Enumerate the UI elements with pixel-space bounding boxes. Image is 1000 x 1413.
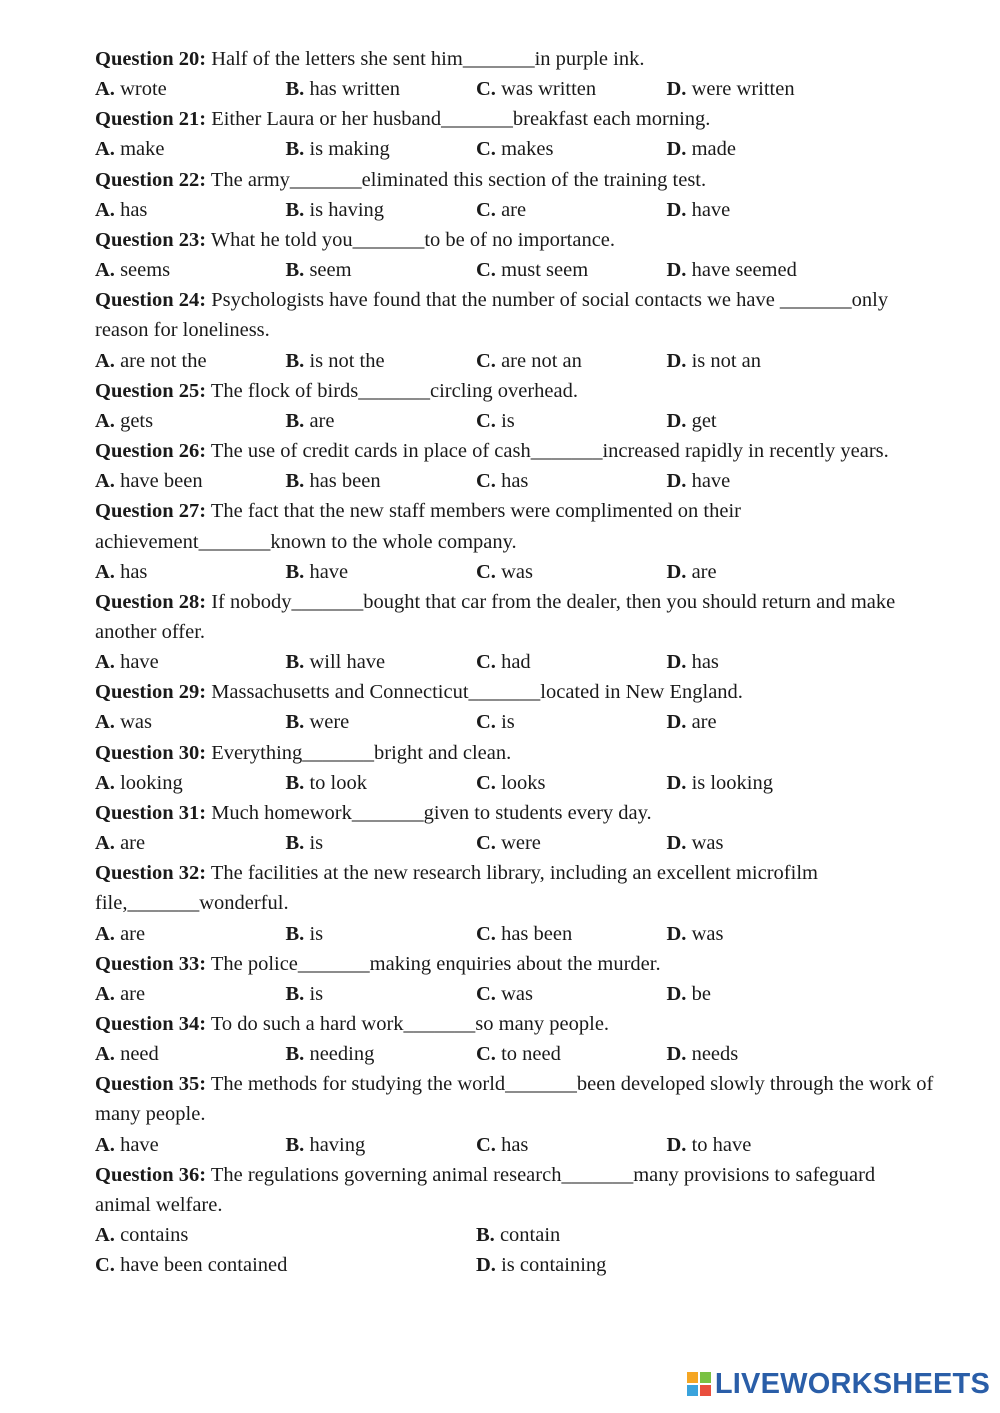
- option-text: wrote: [120, 78, 167, 101]
- options-row: [95, 647, 935, 677]
- option-text: had: [501, 651, 531, 674]
- option-letter: C.: [476, 982, 496, 1005]
- option-letter: D.: [666, 409, 687, 432]
- option-letter: B.: [285, 922, 305, 945]
- logo-tile: [687, 1372, 698, 1383]
- answer-option[interactable]: [667, 195, 858, 225]
- option-text: to have: [691, 1133, 752, 1156]
- option-letter: A.: [95, 651, 115, 674]
- answer-option[interactable]: [95, 557, 286, 587]
- option-text: is making: [309, 138, 390, 161]
- answer-option[interactable]: [476, 557, 667, 587]
- question-text: To do such a hard work_______so many people.: [206, 1013, 610, 1035]
- option-text: have: [120, 1133, 159, 1156]
- option-letter: C.: [476, 922, 496, 945]
- answer-option[interactable]: [667, 979, 858, 1009]
- answer-option[interactable]: [476, 1039, 667, 1069]
- brand-name: LIVEWORKSHEETS: [714, 1367, 990, 1400]
- option-text: are: [501, 198, 527, 221]
- option-text: has written: [309, 78, 400, 101]
- option-letter: A.: [95, 259, 115, 282]
- option-text: are: [691, 711, 717, 734]
- question: [95, 1160, 935, 1220]
- option-letter: A.: [95, 982, 115, 1005]
- option-letter: C.: [476, 1043, 496, 1066]
- option-letter: D.: [666, 1043, 687, 1066]
- answer-option[interactable]: [667, 919, 858, 949]
- options-row: [95, 768, 935, 798]
- option-text: made: [691, 138, 736, 161]
- option-letter: A.: [95, 409, 115, 432]
- options-row: [95, 979, 935, 1009]
- option-letter: C.: [476, 771, 496, 794]
- option-text: are: [120, 922, 146, 945]
- option-letter: D.: [476, 1254, 496, 1277]
- options-row: [95, 1250, 935, 1280]
- option-letter: D.: [666, 470, 687, 493]
- option-letter: A.: [95, 560, 115, 583]
- question-label: Question 35:: [95, 1073, 207, 1096]
- answer-option[interactable]: [667, 74, 858, 104]
- option-text: are: [309, 409, 335, 432]
- option-text: must seem: [501, 259, 589, 282]
- answer-option[interactable]: [667, 828, 858, 858]
- option-letter: C.: [476, 349, 496, 372]
- option-text: was: [120, 711, 152, 734]
- question: [95, 496, 935, 556]
- question-label: Question 34:: [95, 1013, 207, 1035]
- question: [95, 165, 935, 195]
- answer-option[interactable]: [667, 1130, 858, 1160]
- answer-option[interactable]: [95, 1130, 286, 1160]
- question-text: Either Laura or her husband_______breakfast each morning.: [206, 108, 711, 131]
- option-text: is looking: [691, 771, 774, 794]
- liveworksheets-logo-icon: [687, 1372, 711, 1396]
- question-text: Much homework_______given to students every day.: [206, 801, 652, 824]
- option-text: is: [309, 922, 324, 945]
- option-letter: B.: [285, 138, 305, 161]
- option-text: have: [120, 651, 159, 674]
- question: [95, 587, 935, 647]
- option-text: seem: [309, 259, 352, 282]
- option-text: gets: [120, 409, 154, 432]
- option-letter: C.: [476, 78, 496, 101]
- option-letter: D.: [666, 711, 687, 734]
- answer-option[interactable]: [476, 466, 667, 496]
- answer-option[interactable]: [95, 1039, 286, 1069]
- answer-option[interactable]: [667, 346, 858, 376]
- option-text: is having: [309, 198, 385, 221]
- option-text: need: [120, 1043, 159, 1066]
- option-text: to look: [309, 771, 367, 794]
- option-letter: D.: [666, 349, 687, 372]
- option-text: contains: [120, 1224, 189, 1247]
- option-text: is: [501, 409, 515, 432]
- option-letter: D.: [666, 138, 687, 161]
- answer-option[interactable]: [95, 768, 286, 798]
- answer-option[interactable]: [476, 406, 667, 436]
- option-letter: B.: [285, 711, 305, 734]
- question-text: The methods for studying the world_______been developed slowly through the work of many people.: [95, 1073, 934, 1126]
- option-text: is: [501, 711, 515, 734]
- option-text: contain: [499, 1224, 561, 1247]
- question: [95, 858, 935, 918]
- option-text: was: [501, 560, 533, 583]
- options-row: [95, 707, 935, 737]
- option-text: have seemed: [691, 259, 797, 282]
- option-text: have been contained: [120, 1254, 288, 1277]
- options-row: [95, 1220, 935, 1250]
- question-text: The fact that the new staff members were complimented on their achievement_______known to the whole company.: [95, 500, 741, 553]
- option-letter: B.: [285, 651, 305, 674]
- option-letter: C.: [476, 138, 496, 161]
- answer-option[interactable]: [286, 919, 477, 949]
- question: [95, 738, 935, 768]
- option-text: is: [309, 832, 324, 855]
- answer-option[interactable]: [286, 406, 477, 436]
- option-text: has: [120, 198, 148, 221]
- answer-option[interactable]: [476, 647, 667, 677]
- option-text: has: [691, 651, 719, 674]
- option-letter: D.: [666, 771, 687, 794]
- option-text: is: [309, 982, 324, 1005]
- option-letter: B.: [285, 982, 305, 1005]
- answer-option[interactable]: [476, 1220, 857, 1250]
- option-text: are: [691, 560, 717, 583]
- answer-option[interactable]: [476, 979, 667, 1009]
- option-text: is not an: [691, 349, 762, 372]
- question-text: What he told you_______to be of no importance.: [206, 228, 616, 251]
- answer-option[interactable]: [95, 828, 286, 858]
- option-letter: B.: [285, 1043, 305, 1066]
- answer-option[interactable]: [95, 195, 286, 225]
- option-letter: D.: [666, 198, 687, 221]
- option-text: get: [691, 409, 717, 432]
- question: [95, 44, 935, 74]
- answer-option[interactable]: [286, 647, 477, 677]
- option-letter: C.: [476, 1133, 496, 1156]
- question: [95, 798, 935, 828]
- question-text: The police_______making enquiries about the murder.: [206, 952, 661, 975]
- option-letter: C.: [476, 711, 496, 734]
- option-letter: D.: [666, 78, 687, 101]
- option-text: was: [691, 922, 724, 945]
- options-row: [95, 1130, 935, 1160]
- option-text: looks: [501, 771, 546, 794]
- options-row: [95, 557, 935, 587]
- option-letter: B.: [285, 78, 305, 101]
- option-letter: A.: [95, 922, 115, 945]
- option-letter: D.: [666, 922, 687, 945]
- option-letter: B.: [285, 470, 305, 493]
- answer-option[interactable]: [95, 919, 286, 949]
- option-letter: A.: [95, 771, 115, 794]
- answer-option[interactable]: [667, 1039, 858, 1069]
- answer-option[interactable]: [95, 134, 286, 164]
- option-text: have: [691, 198, 731, 221]
- answer-option[interactable]: [95, 255, 286, 285]
- option-text: was: [691, 832, 724, 855]
- question-text: The regulations governing animal research_______many provisions to safeguard animal welfare.: [95, 1163, 876, 1216]
- answer-option[interactable]: [476, 1250, 857, 1280]
- question-text: The facilities at the new research library, including an excellent microfilm file,_______wonderful.: [95, 862, 818, 915]
- option-letter: B.: [285, 832, 305, 855]
- options-row: [95, 919, 935, 949]
- option-text: has: [120, 560, 148, 583]
- answer-option[interactable]: [476, 919, 667, 949]
- answer-option[interactable]: [286, 828, 477, 858]
- answer-option[interactable]: [286, 74, 477, 104]
- answer-option[interactable]: [95, 74, 286, 104]
- question: [95, 104, 935, 134]
- option-letter: D.: [666, 1133, 687, 1156]
- option-letter: B.: [285, 771, 305, 794]
- logo-tile: [687, 1385, 698, 1396]
- question-text: The use of credit cards in place of cash_______increased rapidly in recently years.: [206, 440, 889, 463]
- option-letter: C.: [476, 409, 496, 432]
- option-text: is containing: [501, 1254, 607, 1277]
- options-row: [95, 134, 935, 164]
- answer-option[interactable]: [286, 557, 477, 587]
- option-text: were: [309, 711, 350, 734]
- option-letter: A.: [95, 1043, 115, 1066]
- answer-option[interactable]: [286, 195, 477, 225]
- option-letter: B.: [285, 349, 305, 372]
- answer-option[interactable]: [476, 134, 667, 164]
- option-text: have been: [120, 470, 203, 493]
- option-text: seems: [120, 259, 171, 282]
- answer-option[interactable]: [95, 346, 286, 376]
- option-letter: A.: [95, 1133, 115, 1156]
- answer-option[interactable]: [667, 647, 858, 677]
- question: [95, 285, 935, 345]
- question: [95, 376, 935, 406]
- answer-option[interactable]: [286, 707, 477, 737]
- option-letter: D.: [666, 651, 687, 674]
- option-text: has been: [501, 922, 573, 945]
- question-label: Question 30:: [95, 741, 207, 764]
- question-label: Question 33:: [95, 952, 207, 975]
- question-label: Question 29:: [95, 681, 207, 704]
- option-letter: D.: [666, 259, 687, 282]
- answer-option[interactable]: [667, 768, 858, 798]
- options-row: [95, 466, 935, 496]
- option-text: have: [309, 560, 349, 583]
- liveworksheets-brand: [687, 1367, 990, 1401]
- option-text: is not the: [309, 349, 385, 372]
- option-text: looking: [120, 771, 183, 794]
- options-row: [95, 195, 935, 225]
- question-label: Question 27:: [95, 500, 207, 523]
- question-text: Half of the letters she sent him_______in purple ink.: [206, 48, 645, 70]
- question-label: Question 23:: [95, 228, 207, 251]
- option-letter: D.: [666, 982, 687, 1005]
- option-letter: C.: [476, 832, 496, 855]
- answer-option[interactable]: [95, 647, 286, 677]
- option-text: are not an: [501, 349, 582, 372]
- question-label: Question 22:: [95, 168, 207, 191]
- option-text: has: [501, 1133, 529, 1156]
- option-letter: A.: [95, 711, 115, 734]
- answer-option[interactable]: [286, 1130, 477, 1160]
- question-label: Question 31:: [95, 801, 207, 824]
- option-text: was written: [501, 78, 597, 101]
- option-letter: A.: [95, 78, 115, 101]
- answer-option[interactable]: [667, 557, 858, 587]
- question-text: Psychologists have found that the number of social contacts we have _______only reason for loneliness.: [95, 289, 889, 342]
- answer-option[interactable]: [476, 768, 667, 798]
- option-text: will have: [309, 651, 386, 674]
- question-text: Everything_______bright and clean.: [206, 741, 512, 764]
- option-letter: C.: [476, 259, 496, 282]
- option-text: has: [501, 470, 529, 493]
- option-text: needing: [309, 1043, 375, 1066]
- option-letter: B.: [285, 1133, 305, 1156]
- question-label: Question 26:: [95, 440, 207, 463]
- options-row: [95, 1039, 935, 1069]
- question: [95, 1009, 935, 1039]
- option-text: needs: [691, 1043, 739, 1066]
- answer-option[interactable]: [667, 406, 858, 436]
- question-label: Question 28:: [95, 590, 207, 613]
- option-text: was: [501, 982, 533, 1005]
- option-letter: A.: [95, 832, 115, 855]
- options-row: [95, 255, 935, 285]
- answer-option[interactable]: [667, 255, 858, 285]
- answer-option[interactable]: [476, 346, 667, 376]
- question: [95, 949, 935, 979]
- option-text: has been: [309, 470, 381, 493]
- option-text: be: [691, 982, 711, 1005]
- option-letter: D.: [666, 832, 687, 855]
- answer-option[interactable]: [95, 707, 286, 737]
- answer-option[interactable]: [476, 828, 667, 858]
- question: [95, 677, 935, 707]
- question-label: Question 32:: [95, 862, 207, 885]
- answer-option[interactable]: [667, 707, 858, 737]
- question-label: Question 20:: [95, 48, 207, 70]
- answer-option[interactable]: [95, 1250, 476, 1280]
- option-text: have: [691, 470, 731, 493]
- answer-option[interactable]: [667, 134, 858, 164]
- answer-option[interactable]: [95, 466, 286, 496]
- answer-option[interactable]: [476, 195, 667, 225]
- question-label: Question 21:: [95, 108, 207, 131]
- option-text: were written: [691, 78, 795, 101]
- option-text: make: [120, 138, 165, 161]
- option-letter: B.: [476, 1224, 495, 1247]
- question-text: Massachusetts and Connecticut_______located in New England.: [206, 681, 743, 704]
- question: [95, 225, 935, 255]
- answer-option[interactable]: [286, 255, 477, 285]
- options-row: [95, 346, 935, 376]
- answer-option[interactable]: [286, 768, 477, 798]
- answer-option[interactable]: [286, 1039, 477, 1069]
- answer-option[interactable]: [286, 346, 477, 376]
- answer-option[interactable]: [476, 74, 667, 104]
- answer-option[interactable]: [476, 1130, 667, 1160]
- question-text: If nobody_______bought that car from the dealer, then you should return and make another offer.: [95, 590, 896, 643]
- answer-option[interactable]: [476, 255, 667, 285]
- question: [95, 1069, 935, 1129]
- answer-option[interactable]: [286, 134, 477, 164]
- option-letter: C.: [476, 470, 496, 493]
- answer-option[interactable]: [286, 466, 477, 496]
- option-letter: A.: [95, 470, 115, 493]
- option-text: makes: [501, 138, 554, 161]
- question-text: The army_______eliminated this section of the training test.: [206, 168, 707, 191]
- answer-option[interactable]: [667, 466, 858, 496]
- option-text: were: [501, 832, 541, 855]
- option-letter: A.: [95, 138, 115, 161]
- option-letter: B.: [285, 409, 305, 432]
- answer-option[interactable]: [95, 1220, 476, 1250]
- logo-tile: [700, 1372, 711, 1383]
- option-letter: B.: [285, 560, 305, 583]
- answer-option[interactable]: [286, 979, 477, 1009]
- question-label: Question 36:: [95, 1163, 207, 1186]
- option-letter: C.: [95, 1254, 115, 1277]
- option-text: are not the: [120, 349, 207, 372]
- option-letter: C.: [476, 651, 496, 674]
- question-text: The flock of birds_______circling overhead.: [206, 379, 578, 402]
- option-letter: A.: [95, 349, 115, 372]
- options-row: [95, 74, 935, 104]
- option-text: are: [120, 832, 146, 855]
- logo-tile: [700, 1385, 711, 1396]
- option-letter: B.: [285, 259, 305, 282]
- answer-option[interactable]: [95, 406, 286, 436]
- option-letter: A.: [95, 198, 115, 221]
- option-letter: A.: [95, 1224, 115, 1247]
- worksheet: [95, 44, 935, 1280]
- option-letter: D.: [666, 560, 687, 583]
- question-label: Question 25:: [95, 379, 207, 402]
- answer-option[interactable]: [476, 707, 667, 737]
- question: [95, 436, 935, 466]
- answer-option[interactable]: [95, 979, 286, 1009]
- options-row: [95, 406, 935, 436]
- options-row: [95, 828, 935, 858]
- option-letter: C.: [476, 560, 496, 583]
- option-text: having: [309, 1133, 366, 1156]
- option-text: to need: [501, 1043, 561, 1066]
- question-label: Question 24:: [95, 289, 207, 312]
- option-text: are: [120, 982, 146, 1005]
- option-letter: B.: [285, 198, 305, 221]
- option-letter: C.: [476, 198, 496, 221]
